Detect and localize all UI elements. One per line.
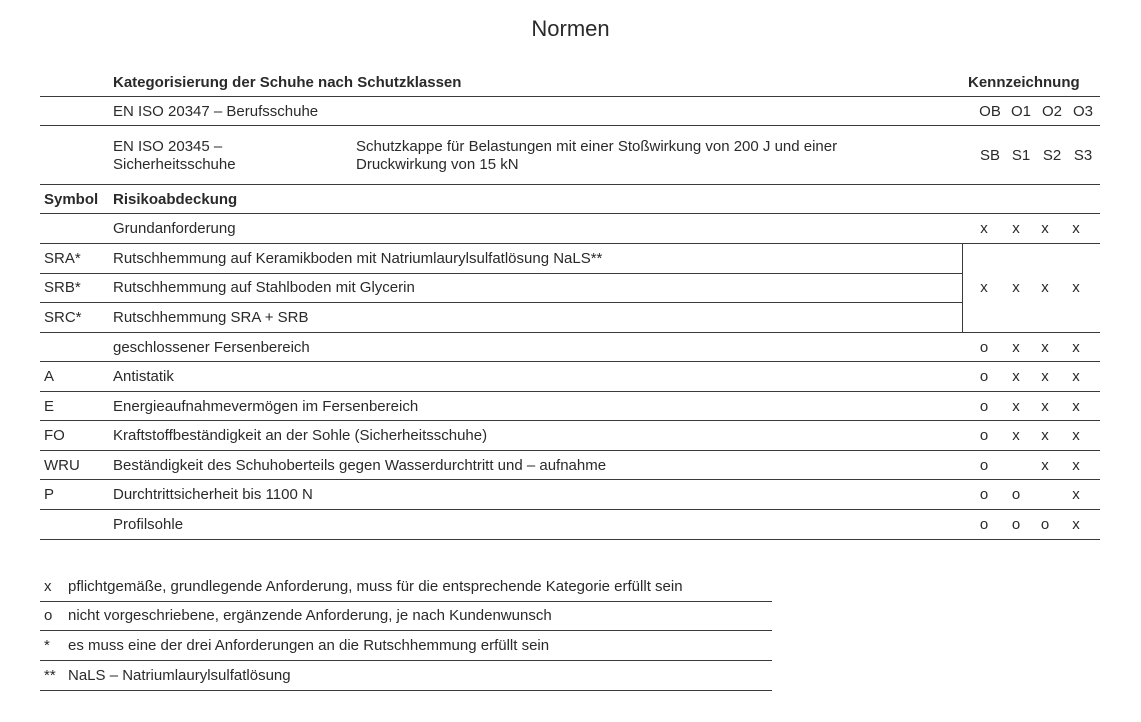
mark: x <box>1012 368 1020 385</box>
mark: x <box>1012 220 1020 237</box>
mark: x <box>1072 220 1080 237</box>
mark: x <box>1072 457 1080 474</box>
mark: x <box>1012 279 1020 296</box>
group-divider <box>962 243 963 332</box>
standard-description: Druckwirkung von 15 kN <box>356 156 519 173</box>
code: S2 <box>1042 147 1062 164</box>
standard-description: Schutzkappe für Belastungen mit einer Stoßwirkung von 200 J und einer <box>356 138 838 155</box>
mark: o <box>979 457 989 474</box>
divider <box>40 302 962 303</box>
mark: x <box>1072 516 1080 533</box>
row-label: Durchtrittsicherheit bis 1100 N <box>113 486 313 503</box>
divider <box>40 420 1100 421</box>
divider <box>40 125 1100 126</box>
divider <box>40 539 1100 540</box>
row-label: geschlossener Fersenbereich <box>113 339 310 356</box>
standard-name: Sicherheitsschuhe <box>113 156 236 173</box>
symbol-header: Symbol <box>44 191 99 208</box>
mark: x <box>1072 339 1080 356</box>
coverage-header: Risikoabdeckung <box>113 191 238 208</box>
legend-key: ** <box>44 667 56 684</box>
code: S1 <box>1011 147 1031 164</box>
row-label: Profilsohle <box>113 516 184 533</box>
mark: x <box>1041 279 1049 296</box>
row-symbol: WRU <box>44 457 80 474</box>
divider <box>40 479 1100 480</box>
mark: x <box>1012 339 1020 356</box>
code: OB <box>979 103 1001 120</box>
page-title: Normen <box>531 16 610 41</box>
mark: o <box>979 339 989 356</box>
mark: x <box>980 220 988 237</box>
mark: x <box>1041 398 1049 415</box>
mark: x <box>1041 368 1049 385</box>
row-symbol: P <box>44 486 55 503</box>
row-label: Rutschhemmung auf Stahlboden mit Glycerin <box>113 279 415 296</box>
divider <box>40 361 1100 362</box>
mark: x <box>1012 398 1020 415</box>
row-symbol: SRB* <box>44 279 81 296</box>
legend-text: NaLS – Natriumlaurylsulfatlösung <box>68 667 291 684</box>
mark: x <box>980 279 988 296</box>
divider <box>40 213 1100 214</box>
divider <box>40 690 772 691</box>
code: O1 <box>1010 103 1031 120</box>
row-label: Grundanforderung <box>113 220 236 237</box>
row-symbol: SRA* <box>44 250 81 267</box>
divider <box>40 509 1100 510</box>
standard-name: EN ISO 20345 – <box>113 138 223 155</box>
row-label: Rutschhemmung auf Keramikboden mit Natriumlaurylsulfatlösung NaLS** <box>113 250 603 267</box>
code: SB <box>979 147 1000 164</box>
row-symbol: A <box>44 368 55 385</box>
mark: x <box>1041 220 1049 237</box>
code: O2 <box>1041 103 1062 120</box>
legend-key: * <box>44 637 50 654</box>
mark: o <box>979 516 989 533</box>
row-label: Antistatik <box>113 368 174 385</box>
divider <box>40 391 1100 392</box>
row-symbol: SRC* <box>44 309 82 326</box>
legend-key: x <box>44 578 52 595</box>
divider <box>40 630 772 631</box>
code: S3 <box>1073 147 1093 164</box>
mark: o <box>1011 486 1021 503</box>
mark: x <box>1041 339 1049 356</box>
divider <box>40 332 1100 333</box>
mark: x <box>1041 457 1049 474</box>
divider <box>40 601 772 602</box>
divider <box>40 450 1100 451</box>
legend-key: o <box>44 607 53 624</box>
row-label: Kraftstoffbeständigkeit an der Sohle (Sicherheitsschuhe) <box>113 427 488 444</box>
divider <box>40 96 1100 97</box>
legend-text: pflichtgemäße, grundlegende Anforderung, muss für die entsprechende Kategorie erfüllt sein <box>68 578 683 595</box>
marking-header: Kennzeichnung <box>968 74 1080 91</box>
mark: x <box>1072 279 1080 296</box>
divider <box>40 184 1100 185</box>
row-label: Energieaufnahmevermögen im Fersenbereich <box>113 398 419 415</box>
mark: x <box>1012 427 1020 444</box>
mark: x <box>1041 427 1049 444</box>
mark: o <box>1040 516 1050 533</box>
mark: x <box>1072 427 1080 444</box>
mark: x <box>1072 486 1080 503</box>
row-symbol: E <box>44 398 55 415</box>
row-symbol: FO <box>44 427 65 444</box>
divider <box>40 273 962 274</box>
standard-name: EN ISO 20347 – Berufsschuhe <box>113 103 319 120</box>
legend-text: es muss eine der drei Anforderungen an die Rutschhemmung erfüllt sein <box>68 637 550 654</box>
mark: o <box>979 427 989 444</box>
row-label: Rutschhemmung SRA + SRB <box>113 309 309 326</box>
mark: o <box>1011 516 1021 533</box>
mark: o <box>979 368 989 385</box>
mark: o <box>979 486 989 503</box>
category-header: Kategorisierung der Schuhe nach Schutzklassen <box>113 74 462 91</box>
code: O3 <box>1072 103 1093 120</box>
mark: x <box>1072 368 1080 385</box>
mark: x <box>1072 398 1080 415</box>
divider <box>40 243 1100 244</box>
legend-text: nicht vorgeschriebene, ergänzende Anforderung, je nach Kundenwunsch <box>68 607 552 624</box>
row-label: Beständigkeit des Schuhoberteils gegen Wasserdurchtritt und – aufnahme <box>113 457 607 474</box>
mark: o <box>979 398 989 415</box>
divider <box>40 660 772 661</box>
